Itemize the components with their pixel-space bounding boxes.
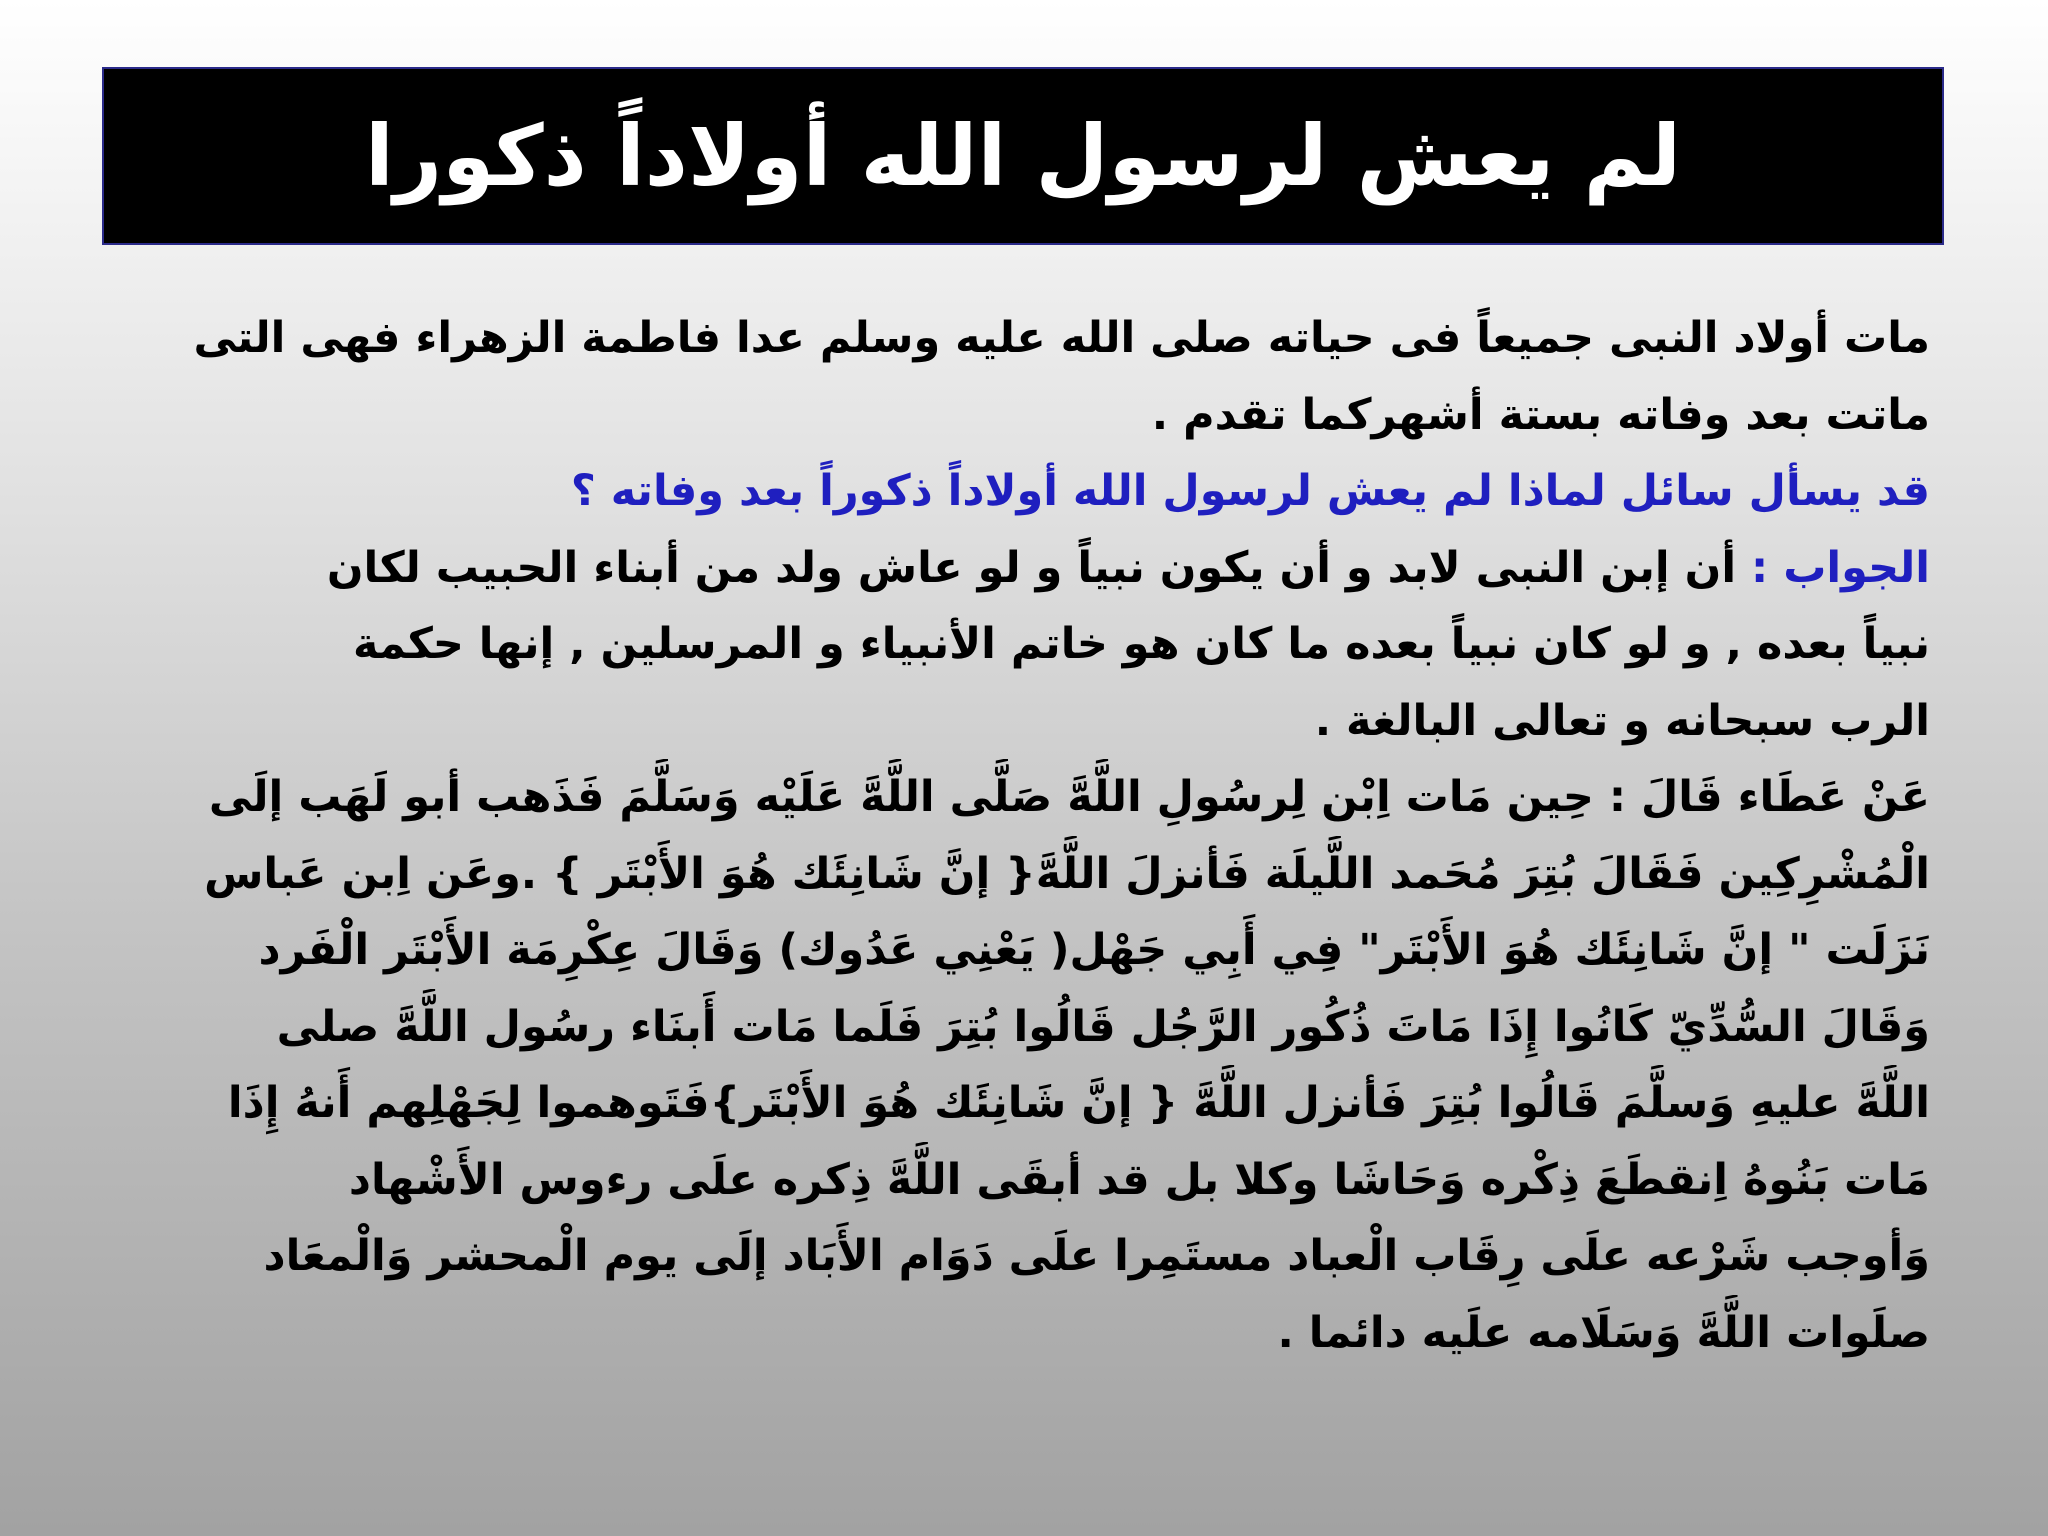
- hadith-line-2: الْمُشْرِكِين فَقَالَ بُتِرَ مُحَمد اللَّيلَة فَأنزلَ اللَّهَّ{ إنَّ شَانِئَك هُوَ الأَبْتَر } .وعَن اِبن عَباس: [204, 848, 1930, 899]
- body-line-6: الرب سبحانه و تعالى البالغة .: [1314, 695, 1930, 746]
- slide-title-bar: [102, 67, 1944, 245]
- hadith-line-3: نَزَلَت " إنَّ شَانِئَك هُوَ الأَبْتَر" فِي أَبِي جَهْل( يَعْنِي عَدُوك) وَقَالَ عِكْرِمَة الأَبْتَر الْفَرد: [258, 925, 1930, 975]
- hadith-line-8: صلَوات اللَّهَّ وَسَلَامه علَيه دائما .: [1277, 1307, 1930, 1358]
- answer-line: [130, 530, 1930, 607]
- answer-text: أن إبن النبى لابد و أن يكون نبياً و لو عاش ولد من أبناء الحبيب لكان: [326, 542, 1737, 593]
- answer-label: الجواب :: [1736, 542, 1930, 593]
- body-line-5: نبياً بعده , و لو كان نبياً بعده ما كان هو خاتم الأنبياء و المرسلين , إنها حكمة: [352, 619, 1930, 669]
- hadith-line-4: وَقَالَ السُّدِّيّ كَانُوا إِذَا مَاتَ ذُكُور الرَّجُل قَالُوا بُتِرَ فَلَما مَات أَبنَاء رسُول اللَّهَّ صلى: [276, 1001, 1930, 1052]
- body-line-1: مات أولاد النبى جميعاً فى حياته صلى الله عليه وسلم عدا فاطمة الزهراء فهى التى: [193, 313, 1930, 363]
- body-line-2: ماتت بعد وفاته بستة أشهركما تقدم .: [1151, 389, 1930, 440]
- hadith-line-7: وَأوجب شَرْعه علَى رِقَاب الْعباد مستَمِرا علَى دَوَام الأَبَاد إلَى يوم الْمحشر وَالْمعَاد: [263, 1231, 1930, 1281]
- slide-title: لم يعش لرسول الله أولاداً ذكورا: [364, 107, 1682, 205]
- question-line: قد يسأل سائل لماذا لم يعش لرسول الله أولاداً ذكوراً بعد وفاته ؟: [570, 466, 1930, 516]
- hadith-line-6: مَات بَنُوهُ اِنقطَعَ ذِكْره وَحَاشَا وكلا بل قد أبقَى اللَّهَّ ذِكره علَى رءوس الأَشْهاد: [348, 1154, 1930, 1205]
- slide-body: [130, 300, 1930, 1371]
- hadith-line-5: اللَّهَّ عليهِ وَسلَّمَ قَالُوا بُتِرَ فَأنزل اللَّهَّ { إنَّ شَانِئَك هُوَ الأَبْتَر}فَتَوهموا لِجَهْلِهم أَنهُ إِذَا: [227, 1078, 1930, 1128]
- hadith-line-1: عَنْ عَطَاء قَالَ : حِين مَات اِبْن لِرسُولِ اللَّهَّ صَلَّى اللَّهَّ عَلَيْه وَسَلَّمَ فَذَهب أبو لَهَب إلَى: [208, 772, 1930, 822]
